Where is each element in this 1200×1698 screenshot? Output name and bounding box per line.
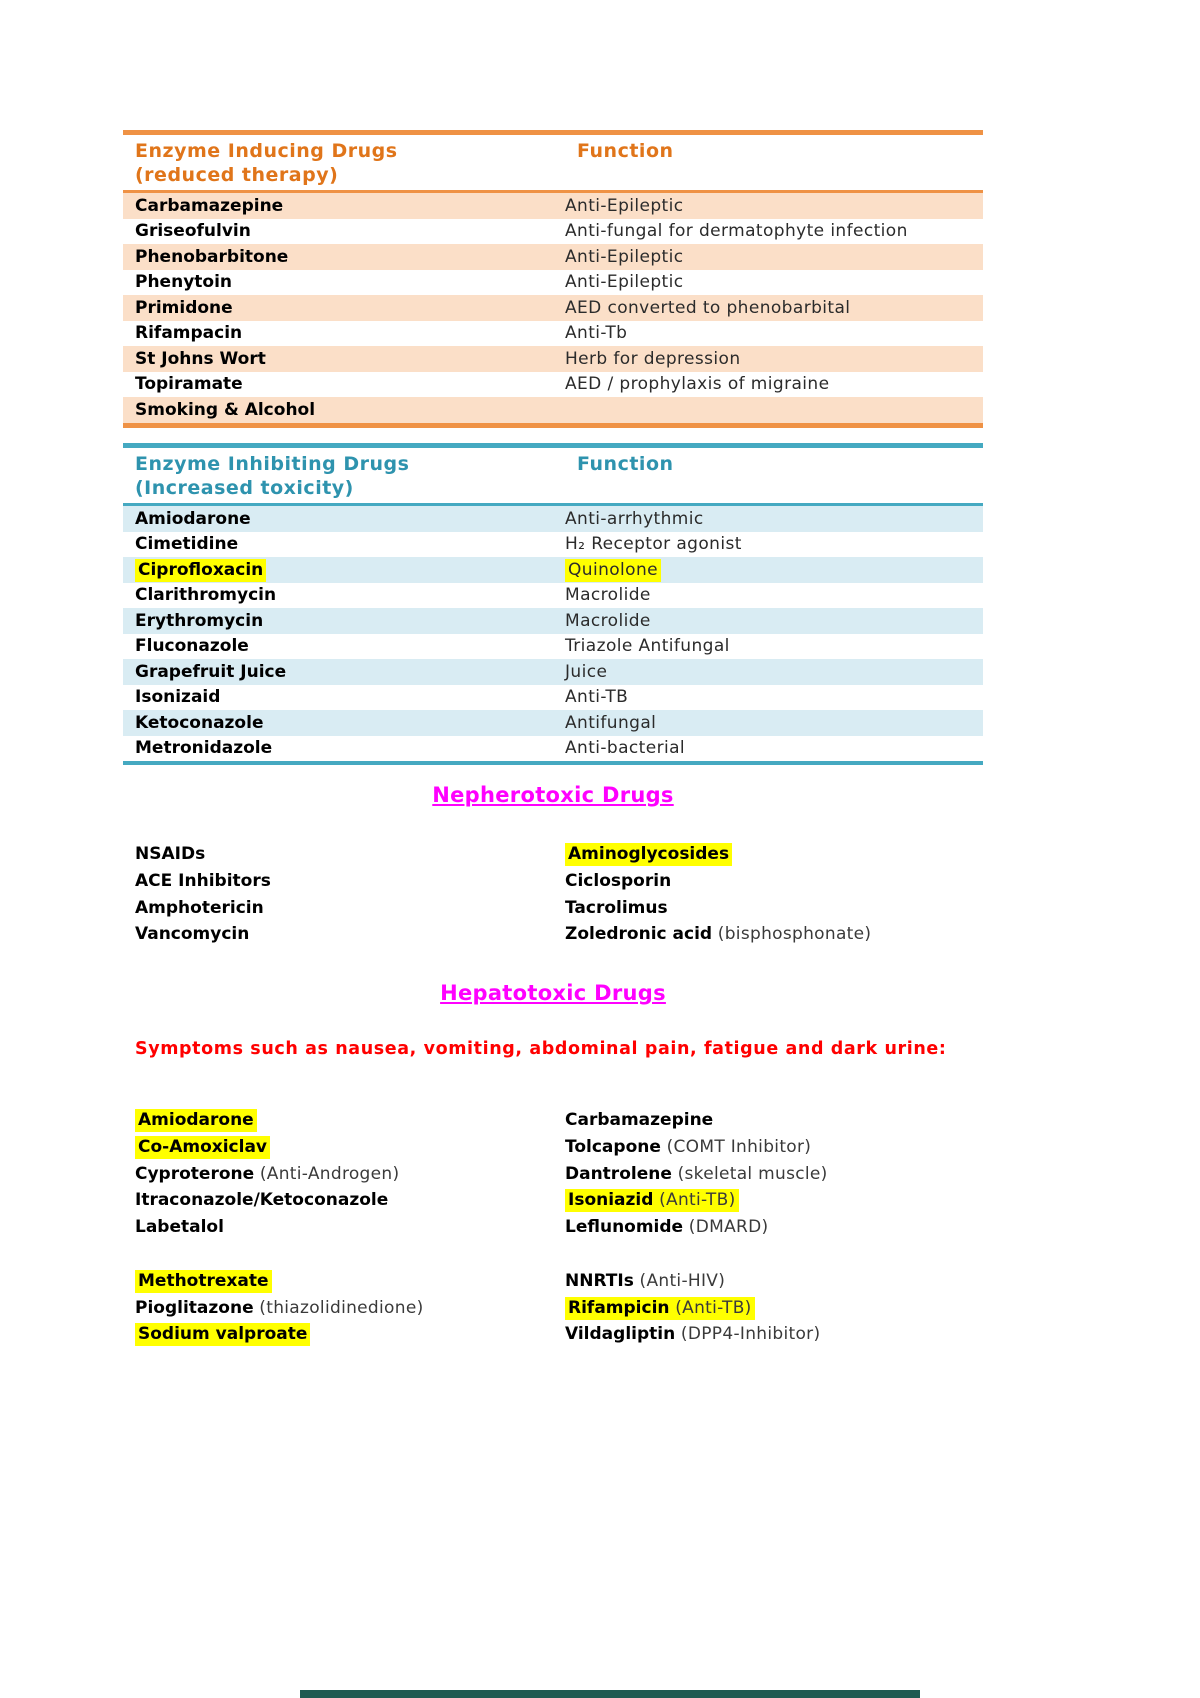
drug-name: Griseofulvin <box>135 221 251 242</box>
drug-name-cell <box>123 687 565 707</box>
list-item <box>135 1107 565 1134</box>
list-item <box>135 1187 565 1214</box>
table-title <box>123 139 565 187</box>
table-body <box>123 506 983 761</box>
table-row <box>123 270 983 296</box>
enzyme-inducing-table <box>123 130 983 428</box>
drug-name: Amphotericin <box>135 897 264 918</box>
table-row <box>123 219 983 245</box>
table-header <box>123 448 983 506</box>
table-row <box>123 659 983 685</box>
list-spacer <box>135 1241 565 1268</box>
table-title-line1: Enzyme Inducing Drugs <box>135 140 398 162</box>
drug-function: Antifungal <box>565 712 657 733</box>
drug-note: (COMT Inhibitor) <box>660 1136 812 1157</box>
table-title-line1: Enzyme Inhibiting Drugs <box>135 453 410 475</box>
drug-name: Rifampicin <box>568 1297 670 1318</box>
drug-name: Ciclosporin <box>565 870 672 891</box>
nephrotoxic-left-column <box>135 841 565 948</box>
drug-function: Anti-Epileptic <box>565 246 684 267</box>
drug-name: Co-Amoxiclav <box>138 1136 268 1157</box>
drug-name: Rifampacin <box>135 323 243 344</box>
drug-note: (Anti-TB) <box>669 1297 752 1318</box>
table-row <box>123 634 983 660</box>
drug-name: Amiodarone <box>135 508 251 529</box>
list-item <box>135 895 565 922</box>
drug-function-cell <box>565 247 983 267</box>
drug-name: NNRTIs <box>565 1270 634 1291</box>
drug-name: NSAIDs <box>135 844 206 864</box>
drug-function-cell <box>565 560 983 580</box>
drug-name-cell <box>123 738 565 758</box>
drug-function: Quinolone <box>565 559 661 582</box>
drug-name: Leflunomide <box>565 1217 684 1238</box>
drug-name-cell <box>123 662 565 682</box>
drug-function-cell <box>565 738 983 758</box>
drug-name: Erythromycin <box>135 610 264 631</box>
drug-name: Topiramate <box>135 374 243 395</box>
drug-note: (Anti-Androgen) <box>254 1163 400 1184</box>
list-item <box>565 868 983 895</box>
drug-function-cell <box>565 611 983 631</box>
list-item <box>135 868 565 895</box>
drug-function-cell <box>565 534 983 554</box>
drug-name: ACE Inhibitors <box>135 870 271 891</box>
list-item <box>135 1161 565 1188</box>
list-item <box>565 1214 983 1241</box>
drug-name-cell <box>123 611 565 631</box>
list-item <box>565 841 983 868</box>
drug-function: AED / prophylaxis of migraine <box>565 374 830 395</box>
table-row <box>123 557 983 583</box>
list-item <box>135 1295 565 1322</box>
list-item <box>135 1214 565 1241</box>
drug-name-cell <box>123 585 565 605</box>
list-item <box>565 921 983 948</box>
drug-function-cell <box>565 349 983 369</box>
drug-name: Tacrolimus <box>565 897 668 918</box>
list-item <box>565 1161 983 1188</box>
table-row <box>123 506 983 532</box>
drug-function: Herb for depression <box>565 348 741 369</box>
drug-name: Labetalol <box>135 1217 224 1238</box>
hepatotoxic-right-column <box>565 1107 983 1348</box>
drug-function-cell <box>565 374 983 394</box>
drug-note: (Anti-HIV) <box>633 1270 726 1291</box>
drug-name: Primidone <box>135 297 233 318</box>
drug-function: H₂ Receptor agonist <box>565 534 742 555</box>
list-item <box>135 1268 565 1295</box>
drug-name: Ketoconazole <box>135 712 264 733</box>
drug-name-cell <box>123 349 565 369</box>
drug-name-cell <box>123 534 565 554</box>
table-row <box>123 685 983 711</box>
hepatotoxic-heading: Hepatotoxic Drugs <box>440 981 666 1005</box>
nephrotoxic-lists <box>123 841 983 948</box>
drug-name: St Johns Wort <box>135 348 266 369</box>
drug-function: Macrolide <box>565 610 651 631</box>
drug-note: (Anti-TB) <box>653 1190 736 1211</box>
drug-function: Anti-TB <box>565 687 629 708</box>
list-item <box>565 1268 983 1295</box>
table-row <box>123 295 983 321</box>
function-column-header: Function <box>577 453 674 475</box>
drug-name: Ciprofloxacin <box>135 559 266 582</box>
drug-name: Carbamazepine <box>565 1110 714 1130</box>
drug-name-cell <box>123 298 565 318</box>
drug-name-cell <box>123 221 565 241</box>
table-row <box>123 532 983 558</box>
drug-function: Macrolide <box>565 585 651 606</box>
drug-name: Cimetidine <box>135 534 239 555</box>
list-item <box>565 1187 983 1214</box>
drug-name-cell <box>123 247 565 267</box>
list-item <box>565 1107 983 1134</box>
nephrotoxic-heading: Nepherotoxic Drugs <box>432 783 674 807</box>
drug-name: Cyproterone <box>135 1163 255 1184</box>
drug-name-cell <box>123 509 565 529</box>
drug-name-cell <box>123 374 565 394</box>
drug-name: Phenobarbitone <box>135 246 289 267</box>
drug-name: Dantrolene <box>565 1163 672 1184</box>
function-column-header: Function <box>577 140 674 162</box>
drug-note: (DMARD) <box>683 1217 769 1238</box>
table-row <box>123 736 983 762</box>
drug-function-cell <box>565 272 983 292</box>
drug-function-cell <box>565 636 983 656</box>
drug-note: (DPP4-Inhibitor) <box>675 1324 821 1345</box>
table-header <box>123 135 983 193</box>
drug-function-cell <box>565 687 983 707</box>
table-title-line2: (reduced therapy) <box>135 164 339 186</box>
drug-function: Anti-Tb <box>565 323 628 344</box>
hepatotoxic-left-column <box>135 1107 565 1348</box>
list-item <box>135 921 565 948</box>
drug-function-cell <box>565 713 983 733</box>
list-item <box>565 1295 983 1322</box>
drug-name: Isonizaid <box>135 687 221 708</box>
drug-name: Smoking & Alcohol <box>135 399 316 420</box>
drug-function: Anti-fungal for dermatophyte infection <box>565 221 908 242</box>
drug-name-cell <box>123 636 565 656</box>
drug-function: AED converted to phenobarbital <box>565 297 851 318</box>
drug-name-cell <box>123 196 565 216</box>
list-item <box>565 1321 983 1348</box>
list-item <box>565 895 983 922</box>
drug-name: Carbamazepine <box>135 195 284 216</box>
table-row <box>123 321 983 347</box>
table-body <box>123 193 983 423</box>
drug-name-cell <box>123 272 565 292</box>
nephrotoxic-right-column <box>565 841 983 948</box>
drug-name: Fluconazole <box>135 636 249 657</box>
list-spacer <box>565 1241 983 1268</box>
drug-function-cell <box>565 196 983 216</box>
drug-name: Pioglitazone <box>135 1297 254 1318</box>
drug-note: (bisphosphonate) <box>712 924 872 945</box>
table-title-line2: (Increased toxicity) <box>135 477 354 499</box>
drug-name-cell <box>123 400 565 420</box>
table-row <box>123 608 983 634</box>
drug-function-cell <box>565 585 983 605</box>
drug-name-cell <box>123 323 565 343</box>
drug-name: Vildagliptin <box>565 1324 676 1345</box>
drug-name: Phenytoin <box>135 272 233 293</box>
drug-function-cell <box>565 221 983 241</box>
drug-function: Anti-arrhythmic <box>565 508 704 529</box>
table-row <box>123 583 983 609</box>
drug-name: Aminoglycosides <box>568 844 730 864</box>
table-row <box>123 397 983 423</box>
drug-function: Anti-bacterial <box>565 738 686 759</box>
drug-name: Zoledronic acid <box>565 924 713 945</box>
drug-name: Sodium valproate <box>138 1324 308 1345</box>
list-item <box>135 1134 565 1161</box>
drug-name: Itraconazole/Ketoconazole <box>135 1190 389 1211</box>
next-page-edge-bar <box>300 1690 920 1698</box>
list-item <box>135 841 565 868</box>
drug-name: Tolcapone <box>565 1136 661 1157</box>
table-title <box>123 452 565 500</box>
symptoms-warning-text: Symptoms such as nausea, vomiting, abdominal pain, fatigue and dark urine: <box>135 1039 947 1059</box>
drug-note: (thiazolidinedione) <box>253 1297 424 1318</box>
drug-name: Metronidazole <box>135 738 273 759</box>
drug-function: Juice <box>565 661 608 682</box>
drug-name-cell <box>123 713 565 733</box>
drug-function-cell <box>565 509 983 529</box>
table-row <box>123 710 983 736</box>
drug-name-cell <box>123 560 565 580</box>
drug-function: Anti-Epileptic <box>565 195 684 216</box>
drug-name: Methotrexate <box>138 1270 269 1291</box>
drug-name: Grapefruit Juice <box>135 661 287 682</box>
drug-name: Amiodarone <box>138 1110 254 1130</box>
drug-name: Vancomycin <box>135 924 250 945</box>
drug-function-cell <box>565 323 983 343</box>
list-item <box>135 1321 565 1348</box>
drug-function: Anti-Epileptic <box>565 272 684 293</box>
table-row <box>123 244 983 270</box>
drug-note: (skeletal muscle) <box>671 1163 828 1184</box>
drug-function-cell <box>565 662 983 682</box>
enzyme-inhibiting-table <box>123 443 983 765</box>
drug-name: Clarithromycin <box>135 585 277 606</box>
table-row <box>123 193 983 219</box>
table-row <box>123 346 983 372</box>
hepatotoxic-lists <box>123 1107 983 1348</box>
drug-name: Isoniazid <box>568 1190 654 1211</box>
drug-function-cell <box>565 298 983 318</box>
table-row <box>123 372 983 398</box>
list-item <box>565 1134 983 1161</box>
drug-function: Triazole Antifungal <box>565 636 730 657</box>
